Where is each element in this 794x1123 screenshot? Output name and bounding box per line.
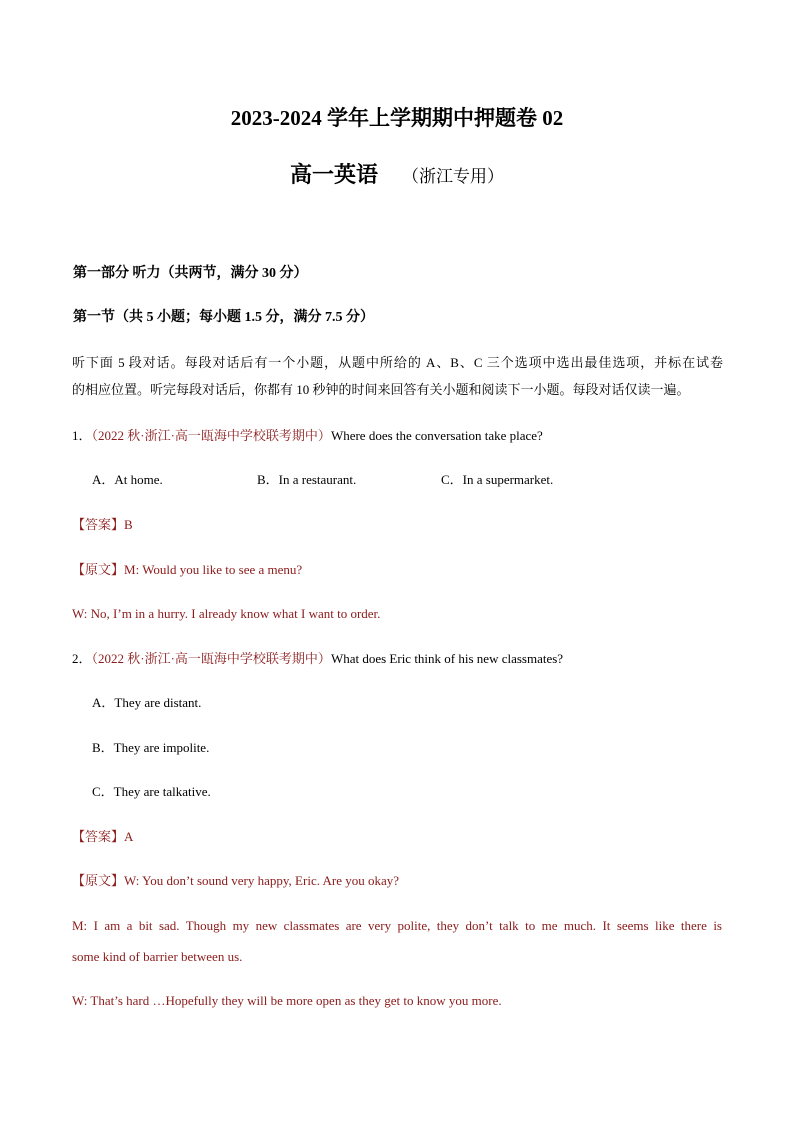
- question-1-transcript-line-2: W: No, I’m in a hurry. I already know what I want to order.: [72, 606, 381, 621]
- question-stem: What does Eric think of his new classmates?: [330, 651, 564, 666]
- question-2-answer: [72, 828, 133, 846]
- region-note: （浙江专用）: [402, 167, 504, 186]
- question-number: 2．: [72, 651, 92, 666]
- exam-title: 2023-2024 学年上学期期中押题卷 02: [230, 106, 564, 130]
- transcript-text: M: Would you like to see a menu?: [124, 562, 303, 577]
- question-2-transcript-line-3: some kind of barrier between us.: [72, 949, 243, 964]
- question-2-transcript-line-2: M: I am a bit sad. Though my new classmates are very polite, they don’t talk to me much. It seems like there is: [72, 918, 722, 933]
- instructions-line-2: 的相应位置。听完每段对话后，你都有 10 秒钟的时间来回答有关小题和阅读下一小题。每段对话仅读一遍。: [72, 382, 690, 397]
- answer-label: 【答案】: [72, 517, 125, 532]
- question-2-option-a: A．They are distant.: [92, 695, 202, 710]
- answer-value: A: [124, 829, 134, 844]
- question-source: （2022 秋·浙江·高一瓯海中学校联考期中）: [91, 428, 331, 443]
- transcript-label: 【原文】: [72, 873, 125, 888]
- transcript-text: W: You don’t sound very happy, Eric. Are you okay?: [124, 873, 400, 888]
- question-1-stem-line: [72, 427, 543, 445]
- question-1-option-b: B．In a restaurant.: [257, 472, 357, 487]
- answer-label: 【答案】: [72, 829, 125, 844]
- question-2-option-c: C．They are talkative.: [92, 784, 211, 799]
- question-1-option-c: C．In a supermarket.: [441, 472, 554, 487]
- question-number: 1．: [72, 428, 92, 443]
- subject-name: 高一英语: [289, 162, 378, 187]
- question-2-option-b: B．They are impolite.: [92, 740, 210, 755]
- instructions-line-1: 听下面 5 段对话。每段对话后有一个小题，从题中所给的 A、B、C 三个选项中选出最佳选项，并标在试卷: [72, 355, 723, 370]
- answer-value: B: [124, 517, 133, 532]
- question-2-stem-line: [72, 650, 563, 668]
- exam-subtitle: [0, 160, 794, 193]
- section-heading: 第一节（共 5 小题；每小题 1.5 分，满分 7.5 分）: [73, 310, 374, 325]
- part-heading: 第一部分 听力（共两节，满分 30 分）: [73, 266, 308, 281]
- transcript-label: 【原文】: [72, 562, 125, 577]
- question-2-transcript-line-1: [72, 872, 399, 890]
- question-1-option-a: A．At home.: [92, 472, 163, 487]
- question-stem: Where does the conversation take place?: [330, 428, 543, 443]
- question-1-transcript-line-1: [72, 561, 302, 579]
- question-source: （2022 秋·浙江·高一瓯海中学校联考期中）: [91, 651, 331, 666]
- question-2-transcript-line-4: W: That’s hard …Hopefully they will be more open as they get to know you more.: [72, 993, 502, 1008]
- question-1-answer: [72, 516, 133, 534]
